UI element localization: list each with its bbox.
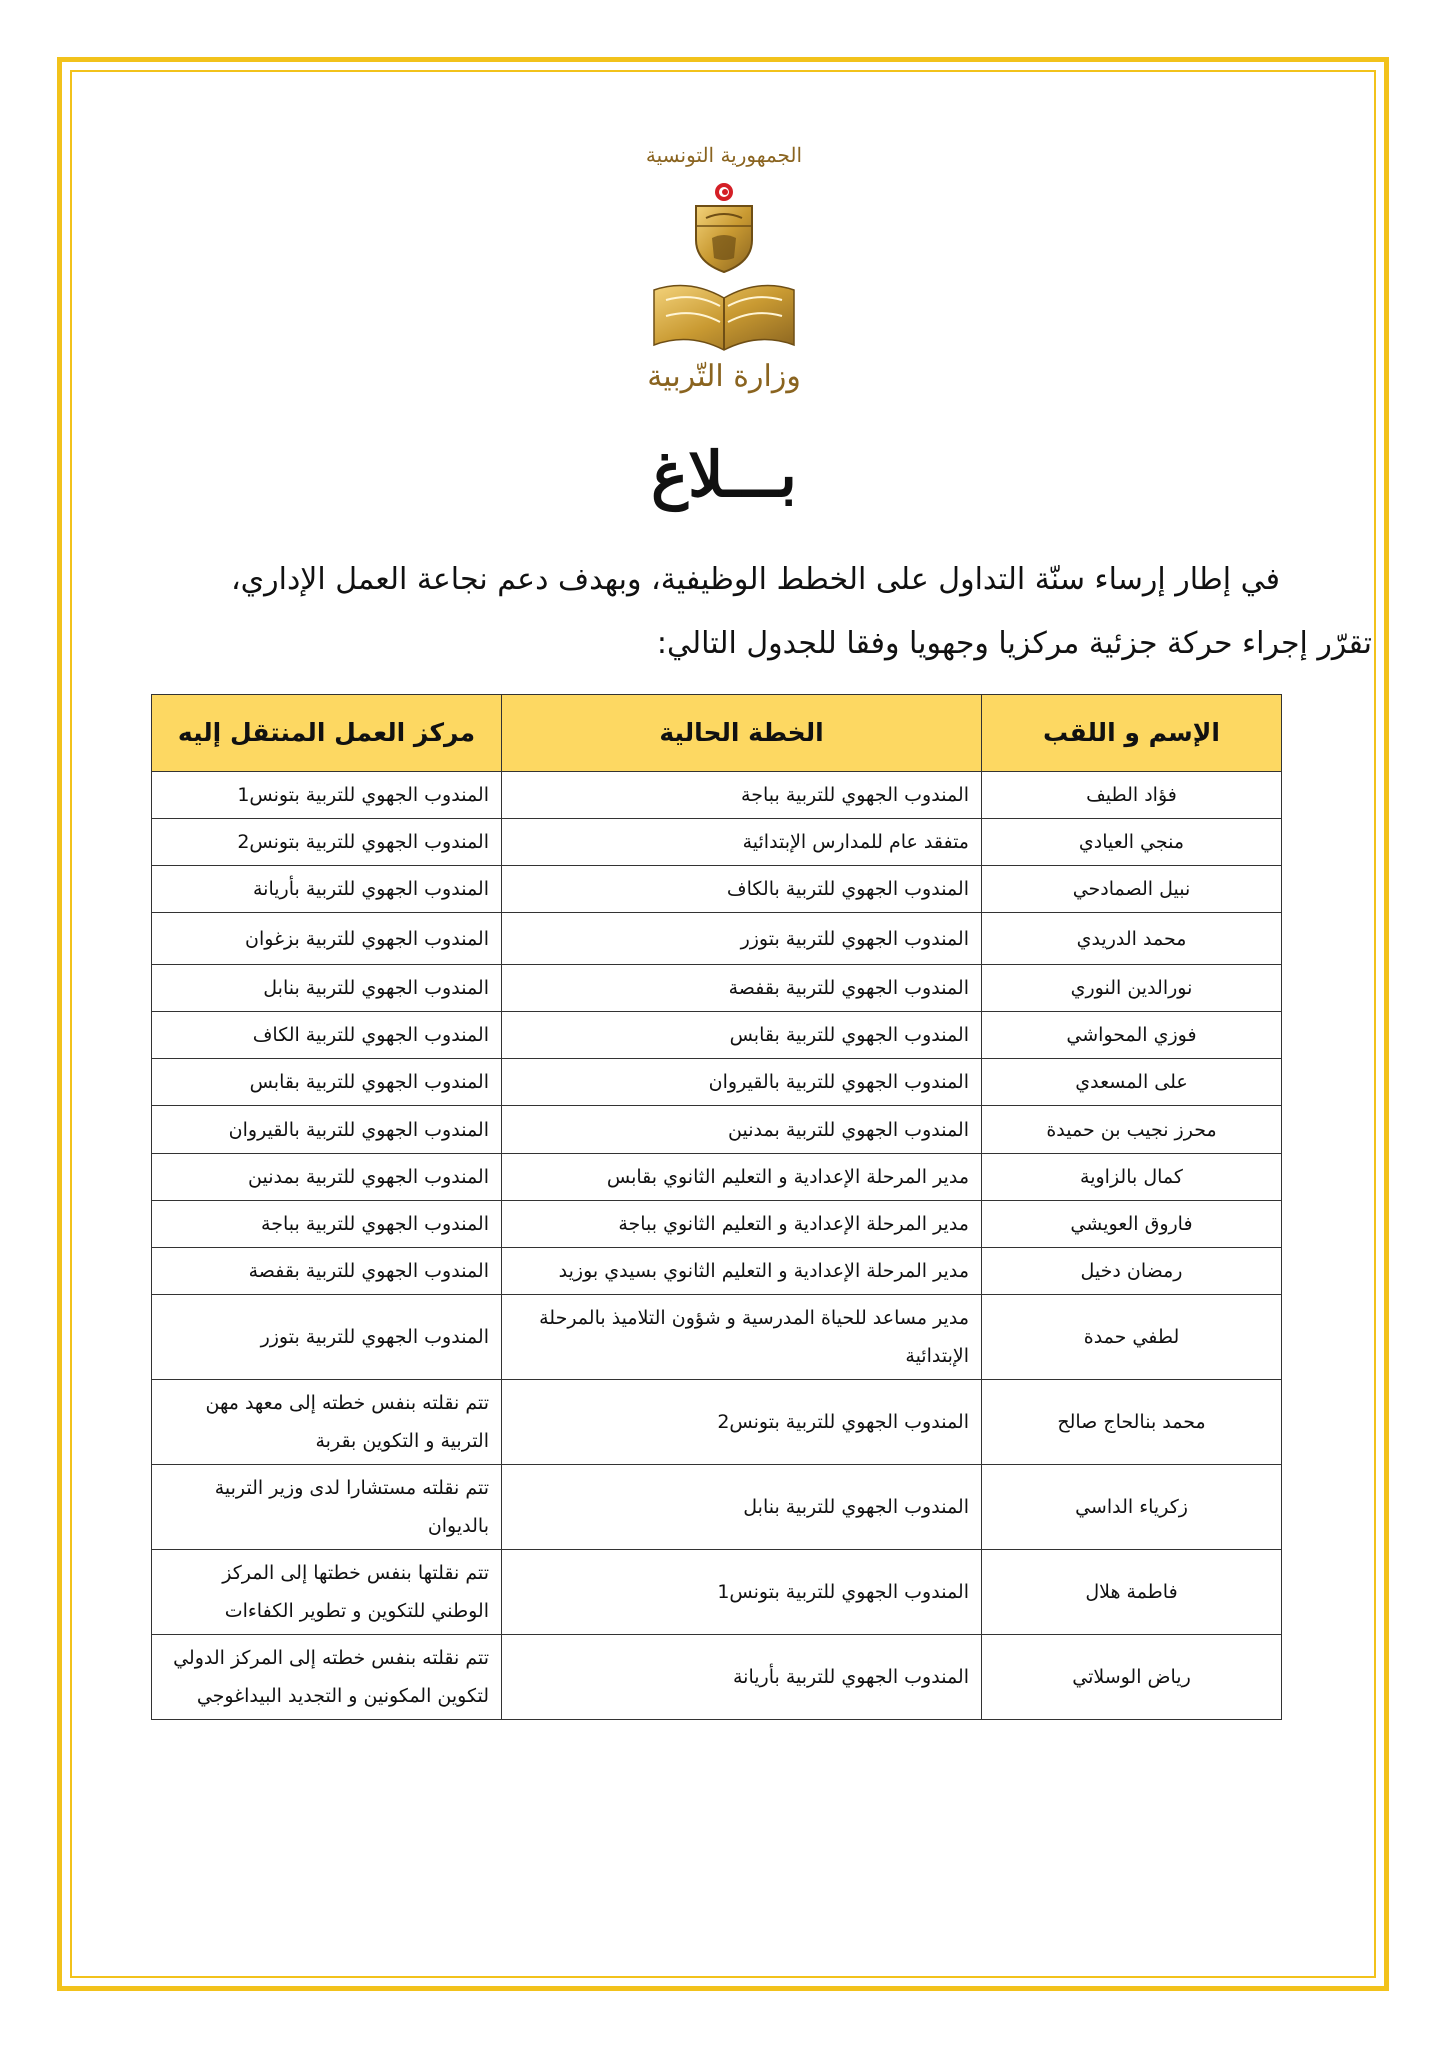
intro-paragraph: [120, 548, 1372, 676]
destination-position: تتم نقلته بنفس خطته إلى معهد مهن التربية و التكوين بقربة: [152, 1380, 502, 1465]
employee-name: محرز نجيب بن حميدة: [982, 1106, 1282, 1154]
current-position: مدير مساعد للحياة المدرسية و شؤون التلاميذ بالمرحلة الإبتدائية: [502, 1295, 982, 1380]
intro-line-2: تقرّر إجراء حركة جزئية مركزيا وجهويا وفقا للجدول التالي:: [656, 626, 1372, 661]
document-title: بـــلاغ: [651, 438, 797, 511]
employee-name: محمد الدريدي: [982, 913, 1282, 965]
table-row: [152, 1106, 1282, 1154]
table-row: [152, 1550, 1282, 1635]
current-position: المندوب الجهوي للتربية بالكاف: [502, 866, 982, 913]
table-row: [152, 965, 1282, 1012]
employee-name: فؤاد الطيف: [982, 772, 1282, 819]
current-position: المندوب الجهوي للتربية بالقيروان: [502, 1059, 982, 1106]
employee-name: رياض الوسلاتي: [982, 1635, 1282, 1720]
current-position: مدير المرحلة الإعدادية و التعليم الثانوي بباجة: [502, 1201, 982, 1248]
table-row: [152, 772, 1282, 819]
header-current-position: الخطة الحالية: [502, 695, 982, 772]
employee-name: كمال بالزاوية: [982, 1154, 1282, 1201]
destination-position: المندوب الجهوي للتربية الكاف: [152, 1012, 502, 1059]
current-position: مدير المرحلة الإعدادية و التعليم الثانوي بقابس: [502, 1154, 982, 1201]
employee-name: منجي العيادي: [982, 819, 1282, 866]
header-name: الإسم و اللقب: [982, 695, 1282, 772]
intro-line-1: في إطار إرساء سنّة التداول على الخطط الوظيفية، وبهدف دعم نجاعة العمل الإداري،: [230, 562, 1280, 597]
current-position: المندوب الجهوي للتربية بباجة: [502, 772, 982, 819]
table-row: [152, 1059, 1282, 1106]
current-position: مدير المرحلة الإعدادية و التعليم الثانوي بسيدي بوزيد: [502, 1248, 982, 1295]
transfers-table: [151, 694, 1282, 1720]
employee-name: فاروق العويشي: [982, 1201, 1282, 1248]
header-destination: مركز العمل المنتقل إليه: [152, 695, 502, 772]
table-header-row: [152, 695, 1282, 772]
destination-position: المندوب الجهوي للتربية بزغوان: [152, 913, 502, 965]
table-row: [152, 866, 1282, 913]
table-row: [152, 1248, 1282, 1295]
current-position: متفقد عام للمدارس الإبتدائية: [502, 819, 982, 866]
destination-position: تتم نقلته بنفس خطته إلى المركز الدولي لتكوين المكونين و التجديد البيداغوجي: [152, 1635, 502, 1720]
destination-position: المندوب الجهوي للتربية بقابس: [152, 1059, 502, 1106]
destination-position: المندوب الجهوي للتربية بتوزر: [152, 1295, 502, 1380]
destination-position: تتم نقلتها بنفس خطتها إلى المركز الوطني للتكوين و تطوير الكفاءات: [152, 1550, 502, 1635]
destination-position: المندوب الجهوي للتربية بالقيروان: [152, 1106, 502, 1154]
table-row: [152, 1012, 1282, 1059]
destination-position: المندوب الجهوي للتربية بتونس2: [152, 819, 502, 866]
table-row: [152, 1154, 1282, 1201]
table-row: [152, 819, 1282, 866]
destination-position: المندوب الجهوي للتربية بأريانة: [152, 866, 502, 913]
current-position: المندوب الجهوي للتربية بأريانة: [502, 1635, 982, 1720]
employee-name: محمد بنالحاج صالح: [982, 1380, 1282, 1465]
table-row: [152, 1465, 1282, 1550]
destination-position: المندوب الجهوي للتربية بمدنين: [152, 1154, 502, 1201]
employee-name: لطفي حمدة: [982, 1295, 1282, 1380]
destination-position: تتم نقلته مستشارا لدى وزير التربية بالديوان: [152, 1465, 502, 1550]
table-row: [152, 1295, 1282, 1380]
current-position: المندوب الجهوي للتربية بتوزر: [502, 913, 982, 965]
employee-name: نبيل الصمادحي: [982, 866, 1282, 913]
current-position: المندوب الجهوي للتربية بمدنين: [502, 1106, 982, 1154]
current-position: المندوب الجهوي للتربية بنابل: [502, 1465, 982, 1550]
employee-name: فاطمة هلال: [982, 1550, 1282, 1635]
table-row: [152, 913, 1282, 965]
current-position: المندوب الجهوي للتربية بقفصة: [502, 965, 982, 1012]
employee-name: رمضان دخيل: [982, 1248, 1282, 1295]
republic-caption: الجمهورية التونسية: [645, 143, 803, 167]
current-position: المندوب الجهوي للتربية بتونس2: [502, 1380, 982, 1465]
table-row: [152, 1380, 1282, 1465]
destination-position: المندوب الجهوي للتربية بباجة: [152, 1201, 502, 1248]
destination-position: المندوب الجهوي للتربية بتونس1: [152, 772, 502, 819]
employee-name: زكرياء الداسي: [982, 1465, 1282, 1550]
current-position: المندوب الجهوي للتربية بتونس1: [502, 1550, 982, 1635]
destination-position: المندوب الجهوي للتربية بنابل: [152, 965, 502, 1012]
table-body: [152, 772, 1282, 1720]
employee-name: فوزي المحواشي: [982, 1012, 1282, 1059]
ministry-caption: وزارة التّربية: [647, 359, 801, 394]
employee-name: على المسعدي: [982, 1059, 1282, 1106]
ministry-emblem: [644, 140, 804, 395]
table-row: [152, 1201, 1282, 1248]
current-position: المندوب الجهوي للتربية بقابس: [502, 1012, 982, 1059]
table-row: [152, 1635, 1282, 1720]
employee-name: نورالدين النوري: [982, 965, 1282, 1012]
destination-position: المندوب الجهوي للتربية بقفصة: [152, 1248, 502, 1295]
